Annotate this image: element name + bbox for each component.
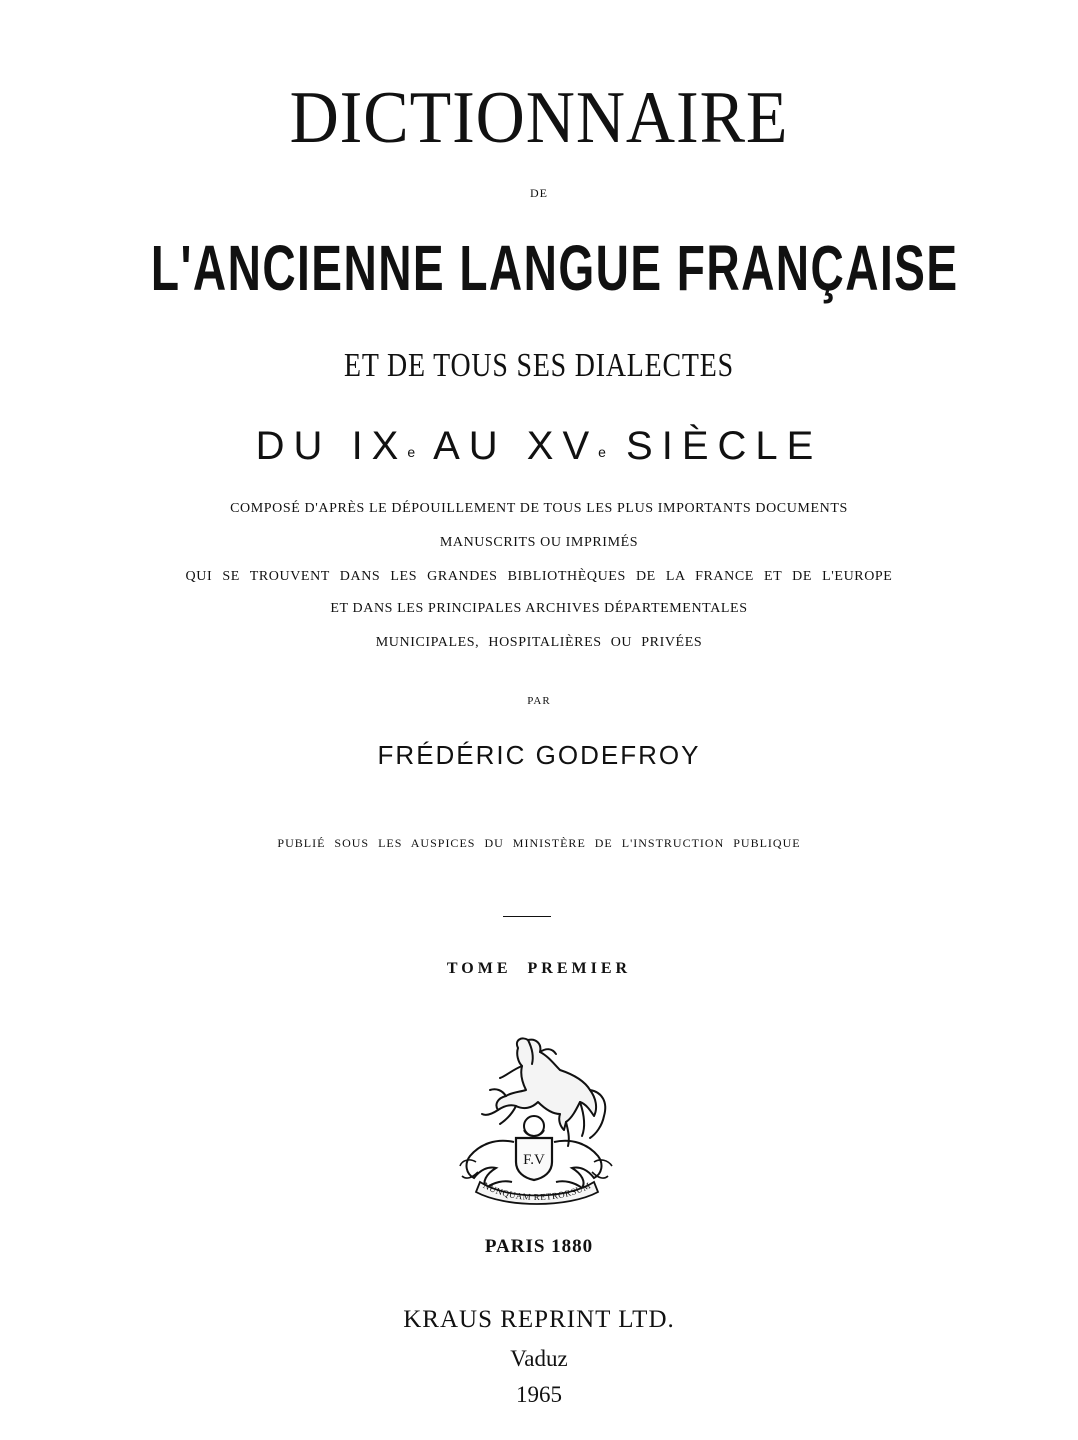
rearing-horse-crest-icon: [456, 1030, 618, 1206]
period-au: AU: [433, 424, 507, 468]
period-from: IXe: [351, 424, 416, 468]
crest-motto: NUNQUAM RETRORSUM: [481, 1180, 593, 1203]
description-line: ET DANS LES PRINCIPALES ARCHIVES DÉPARTEMENTALES: [330, 601, 748, 616]
period-du: DU: [255, 424, 332, 468]
reprint-city: Vaduz: [510, 1346, 568, 1371]
volume-label: TOME PREMIER: [446, 960, 632, 977]
period-siecle: SIÈCLE: [626, 424, 823, 468]
divider-rule: [503, 916, 551, 917]
period-to: XVe: [526, 424, 606, 468]
reprint-publisher: KRAUS REPRINT LTD.: [403, 1306, 675, 1333]
description-line: COMPOSÉ D'APRÈS LE DÉPOUILLEMENT DE TOUS LES PLUS IMPORTANTS DOCUMENTS: [230, 501, 848, 516]
by-label: PAR: [527, 695, 551, 707]
book-title: DICTIONNAIRE: [289, 77, 789, 159]
original-imprint: PARIS 1880: [484, 1236, 594, 1257]
book-subtitle: L'ANCIENNE LANGUE FRANÇAISE: [150, 232, 959, 304]
publication-note: PUBLIÉ SOUS LES AUSPICES DU MINISTÈRE DE L'INSTRUCTION PUBLIQUE: [277, 836, 801, 850]
period-line: [0, 424, 1078, 468]
dialects-line: ET DE TOUS SES DIALECTES: [344, 347, 734, 384]
description-line: MUNICIPALES, HOSPITALIÈRES OU PRIVÉES: [375, 635, 703, 650]
crest-shield-text: F.V: [523, 1152, 545, 1168]
reprint-year: 1965: [516, 1382, 562, 1407]
description-line: MANUSCRITS OU IMPRIMÉS: [439, 535, 639, 550]
title-connector: DE: [530, 186, 548, 200]
description-line: QUI SE TROUVENT DANS LES GRANDES BIBLIOTHÈQUES DE LA FRANCE ET DE L'EUROPE: [185, 569, 893, 584]
author-name: FRÉDÉRIC GODEFROY: [377, 740, 701, 770]
